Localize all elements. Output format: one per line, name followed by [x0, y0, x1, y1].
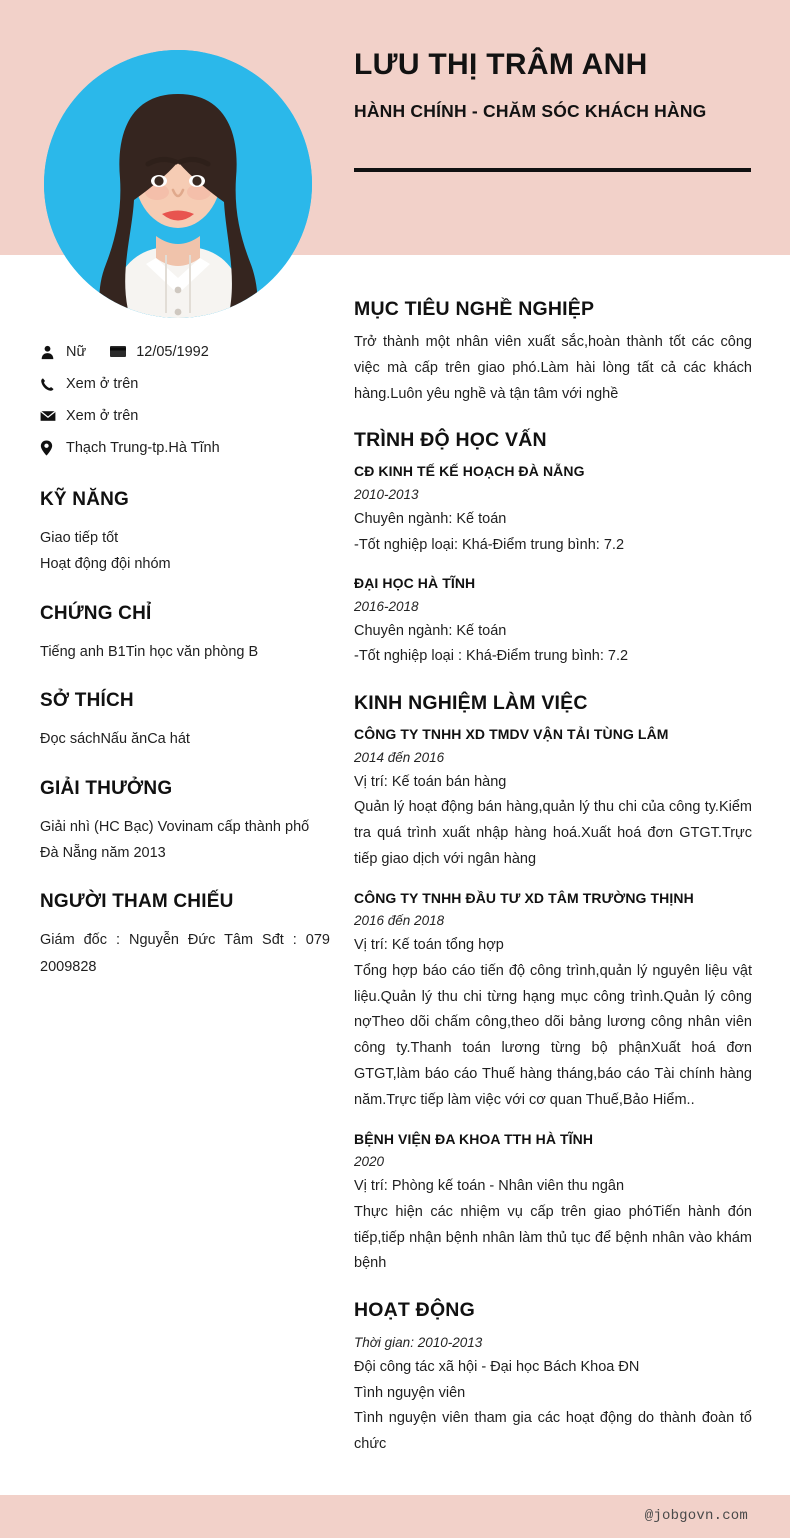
experience-position: Vị trí: Kế toán bán hàng: [354, 773, 507, 790]
activities-line: Tình nguyện viên: [354, 1384, 466, 1401]
objective-text: Trở thành một nhân viên xuất sắc,hoàn thành tốt các công việc mà cấp trên giao phó.Làm hài lòng tất cả các khách hàng.Luôn yêu nghề và tận tâm với nghề: [354, 334, 752, 402]
section-title-skills: KỸ NĂNG: [40, 489, 130, 510]
education-result: -Tốt nghiệp loại: Khá-Điểm trung bình: 7.2: [354, 536, 625, 553]
experience-description: Quản lý hoạt động bán hàng,quản lý thu chi của công ty.Kiểm tra quá trình xuất nhập hàng hoá.Xuất hoá đơn GTGT.Trực tiếp giao dịch với ngân hàng: [354, 799, 752, 867]
experience-org: BỆNH VIỆN ĐA KHOA TTH HÀ TĨNH: [354, 1130, 594, 1147]
job-title: HÀNH CHÍNH - CHĂM SÓC KHÁCH HÀNG: [354, 100, 707, 121]
skill-item: Giao tiếp tốt: [40, 530, 119, 546]
skill-item: Hoạt động đội nhóm: [40, 556, 171, 573]
experience-date: 2014 đến 2016: [354, 749, 445, 765]
email-value: Xem ở trên: [66, 408, 139, 424]
section-title-activities: HOẠT ĐỘNG: [354, 1299, 475, 1322]
experience-entry: [354, 1129, 752, 1278]
contact-row-location: [40, 432, 330, 464]
right-column: [354, 298, 752, 1458]
education-entry: [354, 461, 752, 558]
experience-date: 2016 đến 2018: [354, 913, 445, 929]
birthday-value: 12/05/1992: [136, 344, 209, 360]
location-icon: [40, 440, 66, 456]
experience-org: CÔNG TY TNHH ĐẦU TƯ XD TÂM TRƯỜNG THỊNH: [354, 889, 694, 906]
section-title-awards: GIẢI THƯỞNG: [40, 777, 173, 799]
experience-position: Vị trí: Kế toán tổng hợp: [354, 937, 504, 954]
activities-line: Đội công tác xã hội - Đại học Bách Khoa ĐN: [354, 1358, 640, 1375]
education-result: -Tốt nghiệp loại : Khá-Điểm trung bình: 7.2: [354, 648, 629, 665]
activities-description: Tình nguyện viên tham gia các hoạt động do thành đoàn tổ chức: [354, 1410, 752, 1453]
education-org: ĐẠI HỌC HÀ TĨNH: [354, 575, 476, 592]
activities-date: Thời gian: 2010-2013: [354, 1335, 483, 1351]
hobby-item: Đọc sáchNấu ănCa hát: [40, 731, 190, 748]
section-title-education: TRÌNH ĐỘ HỌC VẤN: [354, 429, 547, 452]
section-title-objective: MỤC TIÊU NGHỀ NGHIỆP: [354, 298, 595, 320]
contact-row-email: [40, 400, 330, 432]
experience-description: Thực hiện các nhiệm vụ cấp trên giao phóTiến hành đón tiếp,tiếp nhận bệnh nhân làm thủ tục để bệnh nhân vào khám bệnh: [354, 1203, 752, 1272]
section-skills: [40, 489, 330, 578]
card-icon: [110, 346, 136, 358]
section-title-references: NGƯỜI THAM CHIẾU: [40, 891, 234, 913]
person-icon: [40, 345, 66, 360]
experience-entry: [354, 724, 752, 873]
location-value: Thạch Trung-tp.Hà Tĩnh: [66, 440, 220, 456]
education-major: Chuyên ngành: Kế toán: [354, 510, 507, 527]
education-major: Chuyên ngành: Kế toán: [354, 622, 507, 639]
section-education: [354, 429, 752, 670]
experience-org: CÔNG TY TNHH XD TMDV VẬN TẢI TÙNG LÂM: [354, 726, 669, 743]
birthday-group: [110, 344, 209, 360]
email-icon: [40, 410, 66, 422]
section-title-experience: KINH NGHIỆM LÀM VIỆC: [354, 692, 588, 715]
certificate-item: Tiếng anh B1Tin học văn phòng B: [40, 643, 259, 660]
header-divider: [354, 168, 751, 172]
phone-value: Xem ở trên: [66, 376, 139, 392]
section-experience: [354, 692, 752, 1277]
section-awards: [40, 778, 330, 867]
education-entry: [354, 573, 752, 670]
section-objective: [354, 298, 752, 407]
section-hobbies: [40, 690, 330, 752]
section-title-hobbies: SỞ THÍCH: [40, 690, 134, 712]
avatar: [44, 50, 312, 318]
education-org: CĐ KINH TẾ KẾ HOẠCH ĐÀ NẴNG: [354, 463, 585, 480]
contact-row-phone: [40, 368, 330, 400]
phone-icon: [40, 377, 66, 392]
gender-value: Nữ: [66, 344, 87, 360]
experience-position: Vị trí: Phòng kế toán - Nhân viên thu ngân: [354, 1177, 625, 1194]
page-title: LƯU THỊ TRÂM ANH: [354, 48, 648, 81]
education-date: 2010-2013: [354, 487, 419, 503]
education-date: 2016-2018: [354, 598, 419, 614]
section-activities: [354, 1299, 752, 1458]
award-item: Giải nhì (HC Bạc) Vovinam cấp thành phố Đà Nẵng năm 2013: [40, 818, 310, 861]
contact-row-gender-birthday: [40, 336, 330, 368]
section-references: [40, 891, 330, 980]
section-certificates: [40, 603, 330, 665]
reference-item: Giám đốc : Nguyễn Đức Tâm Sđt : 079 2009828: [40, 932, 330, 975]
experience-date: 2020: [354, 1154, 385, 1170]
experience-entry: [354, 888, 752, 1114]
left-column: [40, 336, 330, 980]
header-text-group: [354, 48, 754, 122]
experience-description: Tổng hợp báo cáo tiến độ công trình,quản lý nguyên liệu vật liệu.Quản lý thu chi từng hạng mục công trình.Quản lý công nợTheo dõi chấm công,theo dõi bảng lương công nhân viên công ty.Thanh toán lương từng bộ phậnXuất hoá đơn GTGT,làm báo cáo Thuế hàng tháng,báo cáo Tài chính hàng năm.Trực tiếp làm việc với cơ quan Thuế,Bảo Hiểm..: [354, 962, 752, 1108]
section-title-certificates: CHỨNG CHỈ: [40, 602, 152, 624]
watermark: @jobgovn.com: [644, 1508, 748, 1524]
contact-list: [40, 336, 330, 464]
